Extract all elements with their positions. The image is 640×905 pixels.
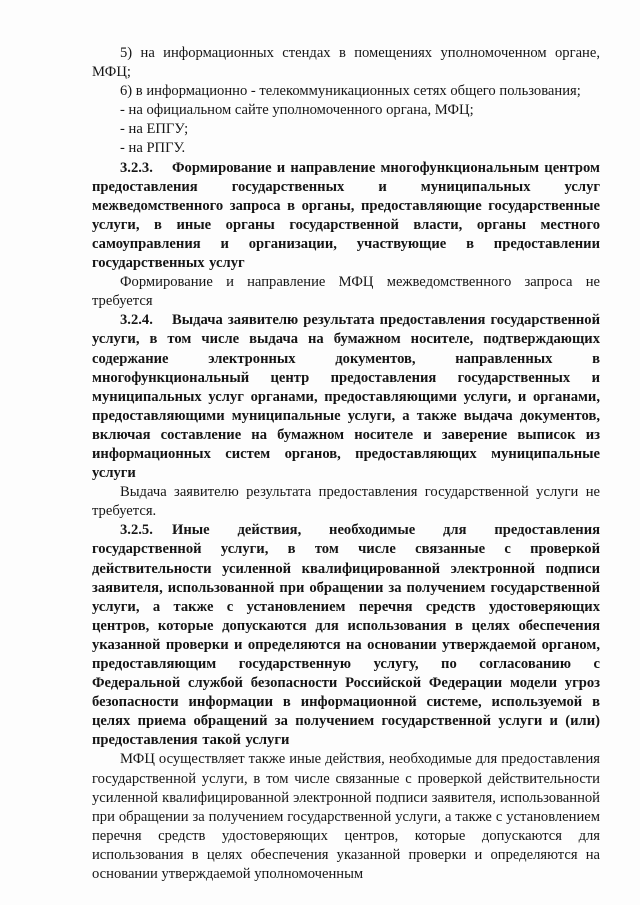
section-number: 3.2.4. — [120, 312, 153, 329]
list-item-networks: 6) в информационно - телекоммуникационных сетях общего пользования; — [120, 83, 581, 100]
section-heading-text: Выдача заявителю результата предоставления государственной услуги, в том числе выдача на бумажном носителе, подтверждающих содержание электронных документов, направленных в многофункциональный центр предоставления государственных и муниципальных услуг органами, предоставляющими услуги, и органами, предоставляющими муниципальные услуги, а также выдача документов, включая составление на бумажном носителе и заверение выписок из информационных систем органов, предоставляющих муниципальные услуги — [92, 312, 600, 482]
list-item-official-site: - на официальном сайте уполномоченного органа, МФЦ; — [120, 102, 474, 119]
section-heading-3-2-3 — [92, 159, 600, 274]
section-heading-3-2-4 — [92, 311, 600, 483]
section-heading-3-2-5 — [92, 521, 600, 750]
section-heading-text: Иные действия, необходимые для предоставления государственной услуги, в том числе связанные с проверкой действительности усиленной квалифицированной электронной подписи заявителя, использованной при обращении за получением государственной услуги, а также с установлением перечня средств удостоверяющих центров, которые допускаются для использования в целях обеспечения указанной проверки и определяются на основании утверждаемой органом, предоставляющим государственную услугу, по согласованию с Федеральной службой безопасности Российской Федерации модели угроз безопасности информации в информационной системе, используемой в целях приема обращений за получением государственной услуги и (или) предоставления такой услуги — [92, 522, 600, 749]
list-item-stands: 5) на информационных стендах в помещениях уполномоченном органе, МФЦ; — [92, 45, 600, 81]
section-text-3-2-5: МФЦ осуществляет также иные действия, необходимые для предоставления государственной услуги, в том числе связанные с проверкой действительности усиленной квалифицированной электронной подписи заявителя, использованной при обращении за получением государственной услуги, а также с установлением перечня средств удостоверяющих центров, которые допускаются для использования в целях обеспечения указанной проверки и определяются на основании утверждаемой уполномоченным — [92, 751, 600, 883]
list-item-epgu: - на ЕПГУ; — [120, 121, 189, 138]
section-number: 3.2.3. — [120, 159, 153, 176]
section-number: 3.2.5. — [120, 522, 153, 539]
section-text-3-2-4: Выдача заявителю результата предоставления государственной услуги не требуется. — [92, 484, 600, 520]
section-heading-text: Формирование и направление многофункциональным центром предоставления государственных и муниципальных услуг межведомственного запроса в органы, предоставляющие государственные услуги, в иные органы государственной власти, органы местного самоуправления и организации, участвующие в предоставлении государственных услуг — [92, 159, 600, 272]
section-text-3-2-3: Формирование и направление МФЦ межведомственного запроса не требуется — [92, 274, 600, 310]
list-item-rpgu: - на РПГУ. — [120, 140, 186, 157]
document-body — [92, 44, 600, 884]
